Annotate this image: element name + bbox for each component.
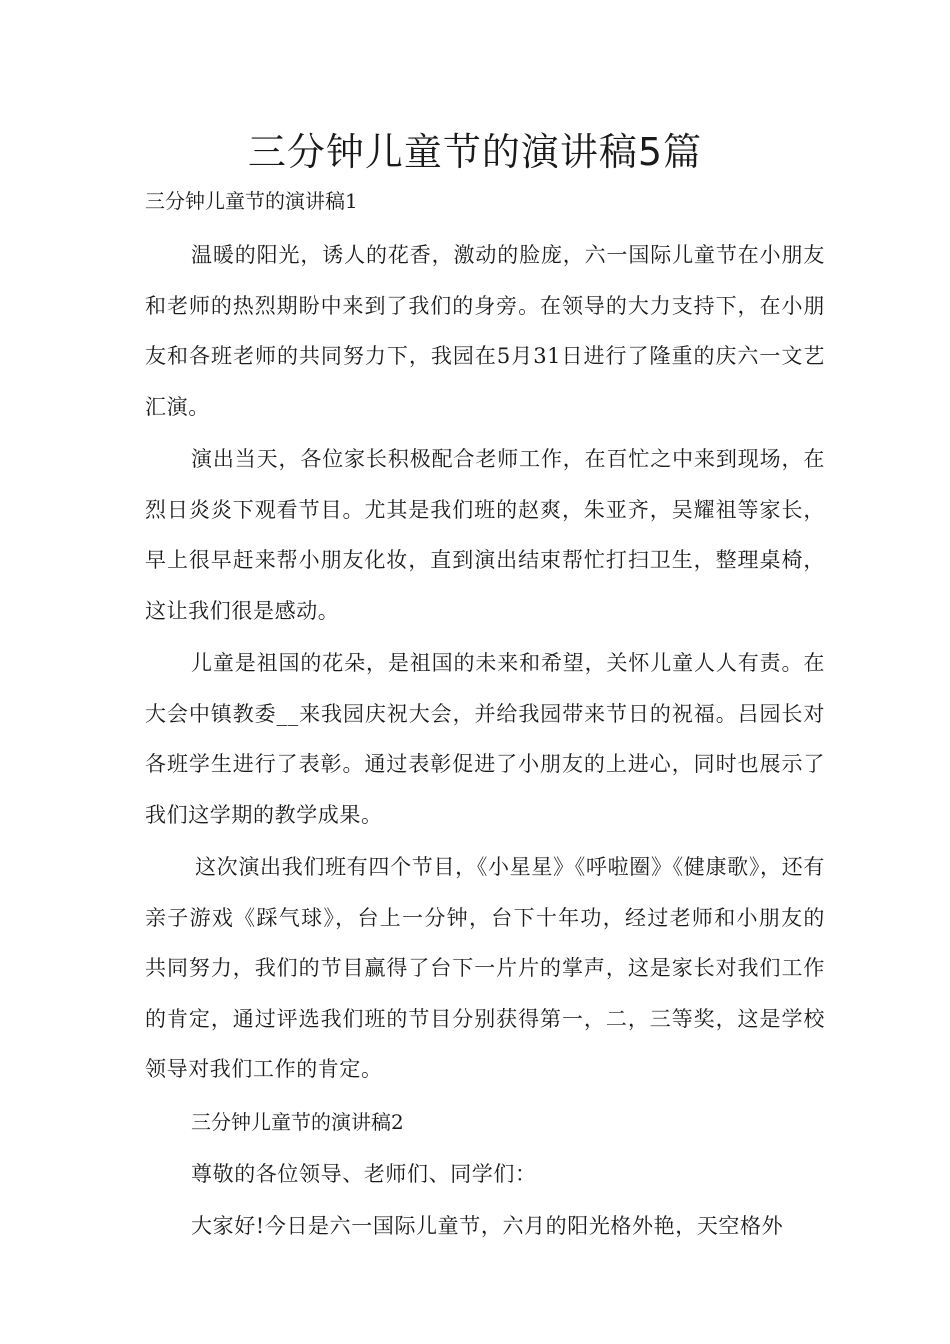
section-2-heading: 三分钟儿童节的演讲稿2 bbox=[191, 1109, 404, 1134]
paragraph-1: 温暖的阳光，诱人的花香，激动的脸庞，六一国际儿童节在小朋友和老师的热烈期盼中来到了我们的身旁。在领导的大力支持下，在小朋友和各班老师的共同努力下，我园在5月31日进行了隆重的庆六一文艺汇演。 bbox=[145, 243, 825, 419]
paragraph-3: 儿童是祖国的花朵，是祖国的未来和希望，关怀儿童人人有责。在大会中镇教委__来我园庆祝大会，并给我园带来节日的祝福。吕园长对各班学生进行了表彰。通过表彰促进了小朋友的上进心，同时也展示了我们这学期的教学成果。 bbox=[145, 651, 825, 827]
greeting-line: 尊敬的各位领导、老师们、同学们： bbox=[191, 1161, 537, 1186]
section-1-heading: 三分钟儿童节的演讲稿1 bbox=[145, 189, 358, 213]
document-body bbox=[145, 182, 825, 1253]
paragraph-4: 这次演出我们班有四个节目，《小星星》《呼啦圈》《健康歌》，还有亲子游戏《踩气球》，台上一分钟，台下十年功，经过老师和小朋友的共同努力，我们的节目赢得了台下一片片的掌声，这是家长对我们工作的肯定，通过评选我们班的节目分别获得第一，二，三等奖，这是学校领导对我们工作的肯定。 bbox=[145, 855, 825, 1081]
document-title: 三分钟儿童节的演讲稿5篇 bbox=[247, 130, 703, 174]
paragraph-2: 演出当天，各位家长积极配合老师工作，在百忙之中来到现场，在烈日炎炎下观看节目。尤其是我们班的赵爽，朱亚齐，吴耀祖等家长，早上很早赶来帮小朋友化妆，直到演出结束帮忙打扫卫生，整理桌椅，这让我们很是感动。 bbox=[145, 447, 825, 623]
opening-line: 大家好!今日是六一国际儿童节，六月的阳光格外艳，天空格外 bbox=[191, 1213, 784, 1238]
